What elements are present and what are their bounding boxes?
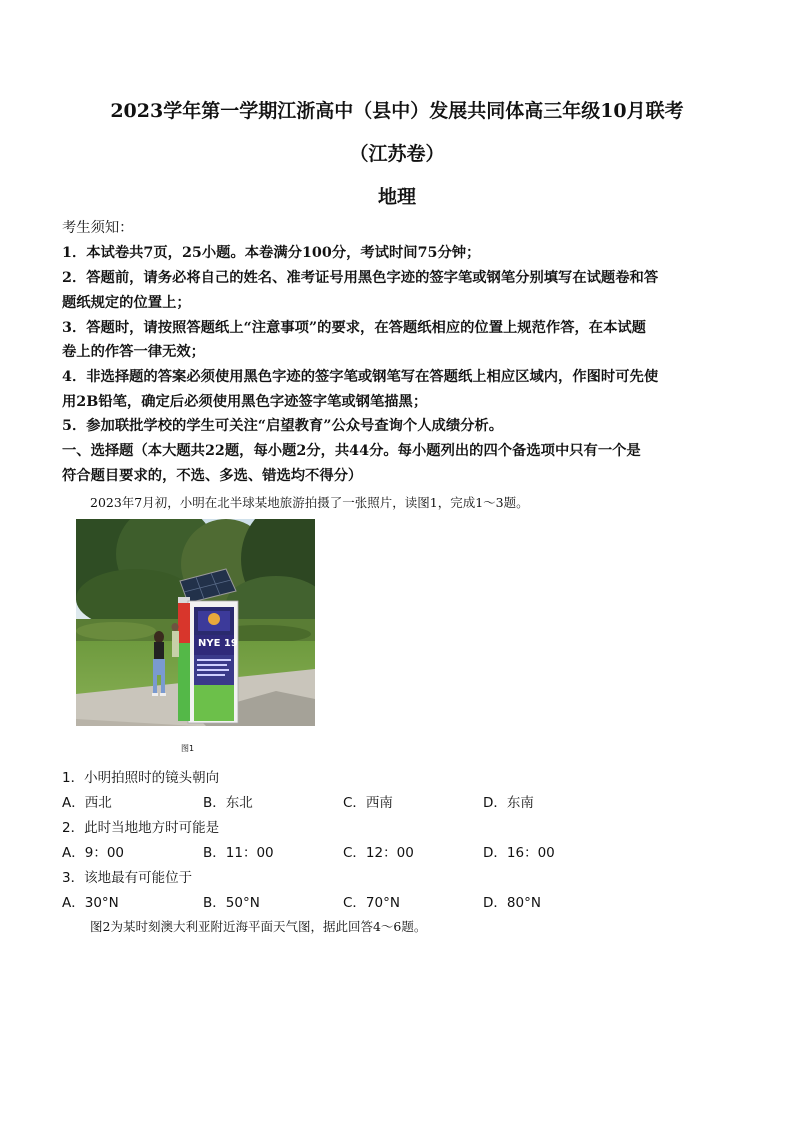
park-photo-illustration: [76, 519, 315, 726]
notice-line: 4．非选择题的答案必须使用黑色字迹的签字笔或钢笔写在答题纸上相应区域内，作图时可先使: [62, 369, 659, 385]
question-group-intro: 2023年7月初，小明在北半球某地旅游拍摄了一张照片，读图1，完成1～3题。: [90, 495, 529, 510]
notice-line: 1．本试卷共7页，25小题。本卷满分100分，考试时间75分钟；: [62, 245, 481, 261]
subject-title: 地理: [377, 186, 416, 208]
sign-label: NYE 19: [198, 638, 238, 649]
question-2-option-c[interactable]: C．12：00: [343, 845, 414, 861]
question-3-stem: 3．该地最有可能位于: [62, 870, 193, 886]
section-heading-cont: 符合题目要求的，不选、多选、错选均不得分）: [62, 468, 363, 484]
notice-heading: 考生须知：: [62, 220, 134, 236]
question-3-option-a[interactable]: A．30°N: [62, 895, 119, 911]
notice-line: 5．参加联批学校的学生可关注“启望教育”公众号查询个人成绩分析。: [62, 418, 504, 434]
notice-line: 卷上的作答一律无效；: [62, 344, 205, 360]
exam-subtitle: （江苏卷）: [349, 143, 445, 165]
question-1-option-b[interactable]: B．东北: [203, 795, 253, 811]
question-2-option-b[interactable]: B．11：00: [203, 845, 274, 861]
question-2-stem: 2．此时当地地方时可能是: [62, 820, 220, 836]
question-1-stem: 1．小明拍照时的镜头朝向: [62, 770, 220, 786]
exam-title: 2023学年第一学期江浙高中（县中）发展共同体高三年级10月联考: [110, 100, 684, 122]
notice-line: 2．答题前，请务必将自己的姓名、准考证号用黑色字迹的签字笔或钢笔分别填写在试题卷和答: [62, 270, 659, 286]
question-3-option-c[interactable]: C．70°N: [343, 895, 400, 911]
question-1-option-c[interactable]: C．西南: [343, 795, 393, 811]
question-2-option-a[interactable]: A．9：00: [62, 845, 125, 861]
notice-line: 用2B铅笔，确定后必须使用黑色字迹签字笔或钢笔描黑；: [62, 394, 428, 410]
notice-line: 题纸规定的位置上；: [62, 295, 191, 311]
question-1-option-d[interactable]: D．东南: [483, 795, 534, 811]
figure-1-caption: 图1: [181, 744, 195, 753]
question-1-option-a[interactable]: A．西北: [62, 795, 112, 811]
section-heading: 一、选择题（本大题共22题，每小题2分，共44分。每小题列出的四个备选项中只有一个是: [62, 443, 641, 459]
question-2-option-d[interactable]: D．16：00: [483, 845, 555, 861]
question-group-intro-2: 图2为某时刻澳大利亚附近海平面天气图，据此回答4～6题。: [90, 919, 427, 934]
question-3-option-b[interactable]: B．50°N: [203, 895, 260, 911]
figure-1-photo: [76, 519, 315, 726]
notice-line: 3．答题时，请按照答题纸上“注意事项”的要求，在答题纸相应的位置上规范作答，在本试题: [62, 320, 646, 336]
question-3-option-d[interactable]: D．80°N: [483, 895, 541, 911]
